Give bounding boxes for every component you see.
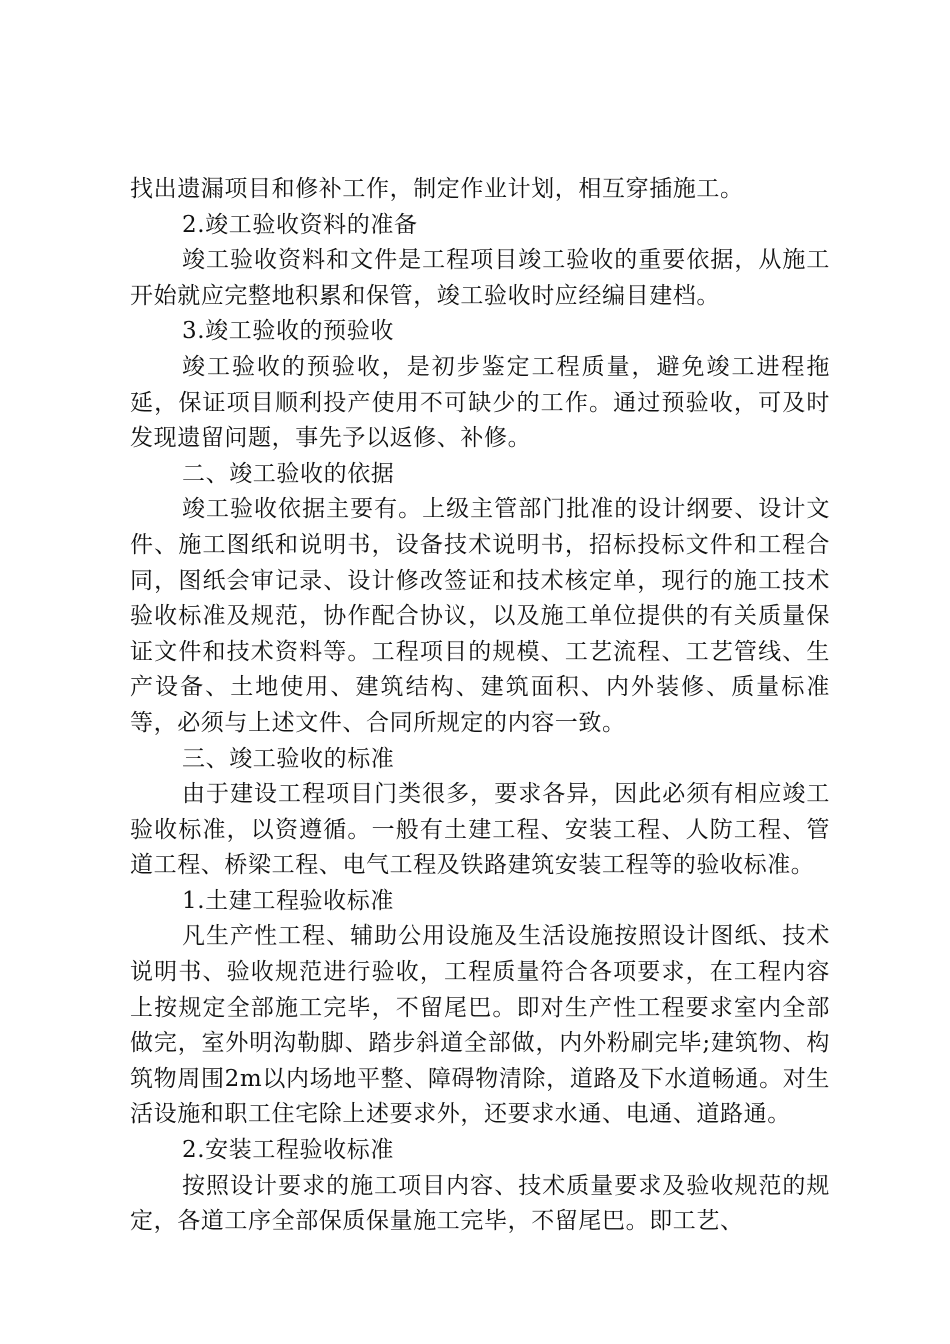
section-heading: 3.竣工验收的预验收	[182, 318, 394, 345]
paragraph: 按照设计要求的施工项目内容、技术质量要求及验收规范的规定，各道工序全部保质保量施工完毕，不留尾巴。即工艺、	[130, 1172, 830, 1235]
paragraph: 竣工验收的预验收，是初步鉴定工程质量，避免竣工进程拖延，保证项目顺利投产使用不可缺少的工作。通过预验收，可及时发现遗留问题，事先予以返修、补修。	[130, 353, 830, 452]
section-heading: 2.竣工验收资料的准备	[182, 211, 418, 238]
paragraph: 竣工验收资料和文件是工程项目竣工验收的重要依据，从施工开始就应完整地积累和保管，竣工验收时应经编目建档。	[130, 247, 830, 309]
document-body	[130, 172, 830, 1240]
section-heading: 三、竣工验收的标准	[182, 745, 395, 772]
paragraph: 凡生产性工程、辅助公用设施及生活设施按照设计图纸、技术说明书、验收规范进行验收，工程质量符合各项要求，在工程内容上按规定全部施工完毕，不留尾巴。即对生产性工程要求室内全部做完，室外明沟勒脚、踏步斜道全部做，内外粉刷完毕;建筑物、构筑物周围2m以内场地平整、障碍物清除，道路及下水道畅通。对生活设施和职工住宅除上述要求外，还要求水通、电通、道路通。	[130, 923, 830, 1128]
section-heading: 2.安装工程验收标准	[182, 1137, 394, 1164]
section-heading: 二、竣工验收的依据	[182, 460, 395, 487]
paragraph: 竣工验收依据主要有。上级主管部门批准的设计纲要、设计文件、施工图纸和说明书，设备技术说明书，招标投标文件和工程合同，图纸会审记录、设计修改签证和技术核定单，现行的施工技术验收标准及规范，协作配合协议，以及施工单位提供的有关质量保证文件和技术资料等。工程项目的规模、工艺流程、工艺管线、生产设备、土地使用、建筑结构、建筑面积、内外装修、质量标准等，必须与上述文件、合同所规定的内容一致。	[130, 496, 830, 736]
section-heading: 1.土建工程验收标准	[182, 887, 394, 914]
paragraph: 找出遗漏项目和修补工作，制定作业计划，相互穿插施工。	[130, 176, 744, 202]
paragraph: 由于建设工程项目门类很多，要求各异，因此必须有相应竣工验收标准，以资遵循。一般有土建工程、安装工程、人防工程、管道工程、桥梁工程、电气工程及铁路建筑安装工程等的验收标准。	[130, 781, 830, 879]
